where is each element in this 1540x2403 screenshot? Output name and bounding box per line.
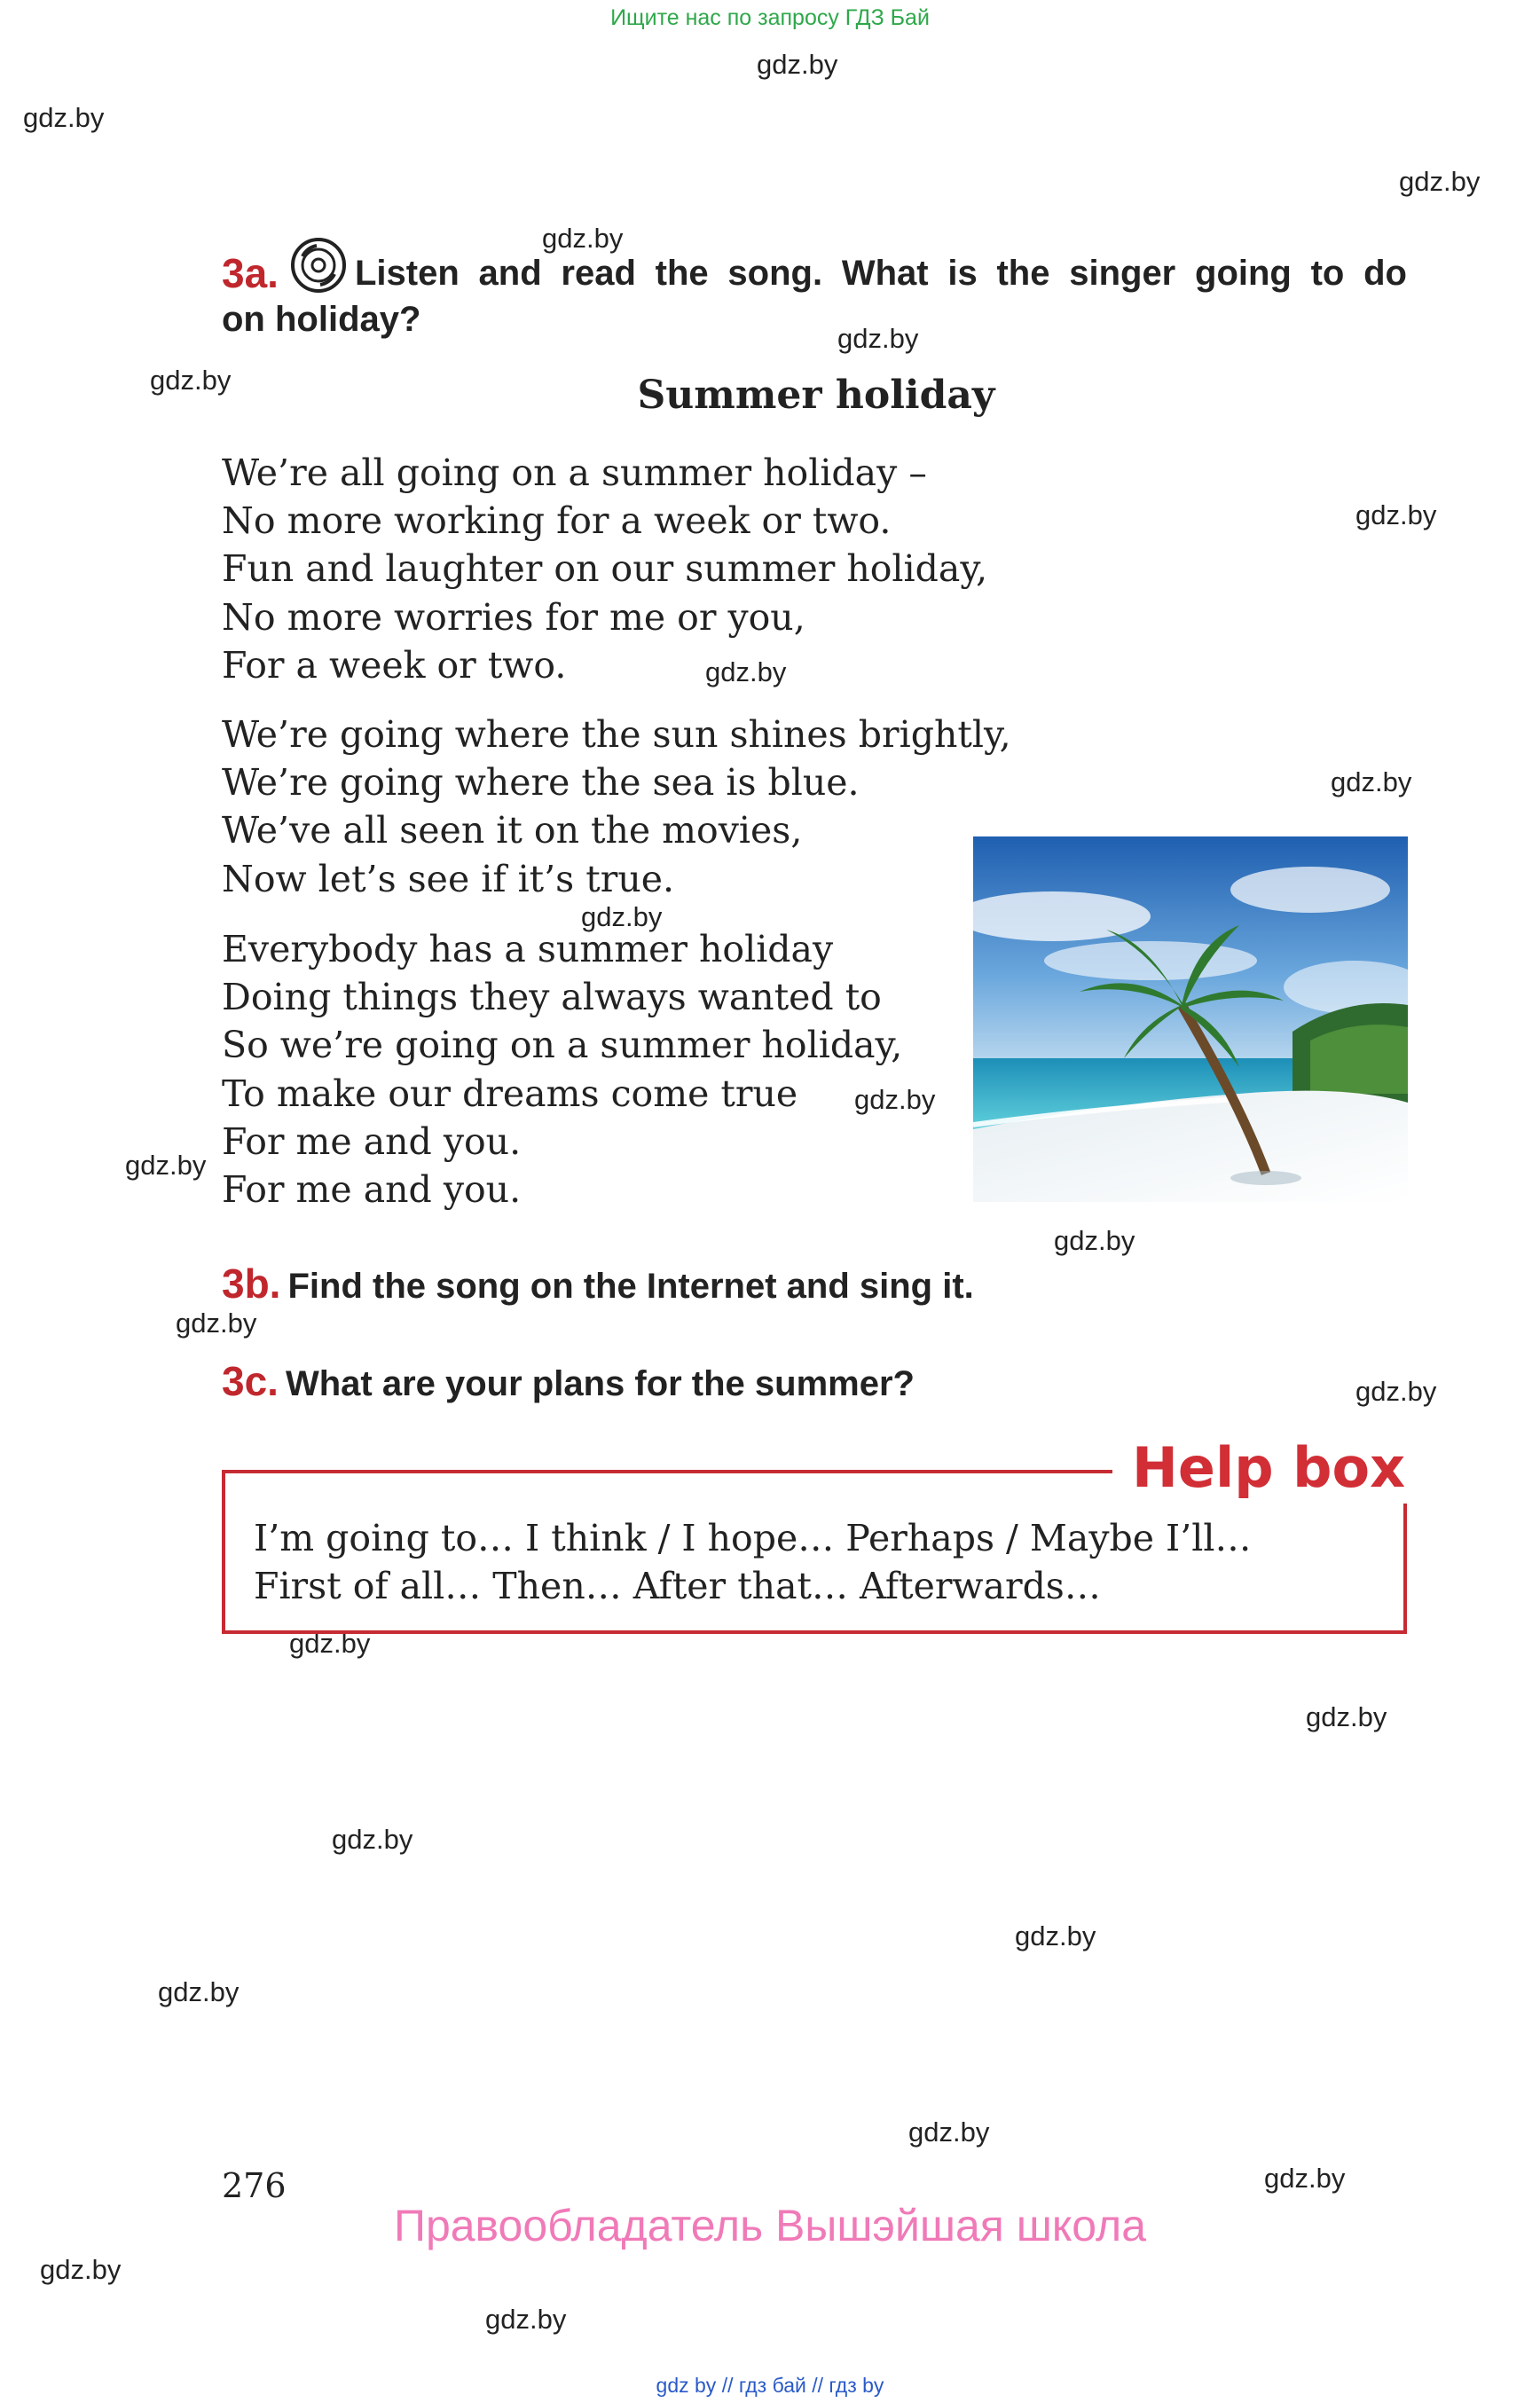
lyric-line: Doing things they always wanted to [222,976,882,1019]
lyric-line: For me and you. [222,1168,522,1212]
watermark: gdz.by [176,1308,257,1339]
lyric-line: So we’re going on a summer holiday, [222,1024,903,1067]
watermark: gdz.by [1015,1920,1096,1951]
task-3c-text: What are your plans for the summer? [285,1364,915,1403]
watermark: gdz.by [705,656,787,687]
lyric-line: We’re going where the sea is blue. [222,761,860,805]
lyric-line: No more working for a week or two. [222,499,892,543]
lyric-line: We’ve all seen it on the movies, [222,809,803,852]
lyric-line: Fun and laughter on our summer holiday, [222,547,988,591]
watermark: gdz.by [158,1976,240,2007]
help-box-line-1: I’m going to… I think / I hope… Perhaps / Maybe I’ll… [254,1517,1252,1559]
task-3b [222,1260,974,1308]
task-3c-number: 3c. [222,1358,279,1404]
watermark: gdz.by [542,223,624,254]
lyric-line: For a week or two. [222,643,567,687]
lyric-line: For me and you. [222,1119,522,1163]
help-box-title: Help box [1112,1433,1425,1504]
watermark: gdz.by [757,49,838,80]
watermark: gdz.by [837,323,919,354]
lyric-line: We’re all going on a summer holiday – [222,452,927,494]
lyric-line: Now let’s see if it’s true. [222,857,675,900]
watermark: gdz.by [125,1150,207,1181]
audio-cd-icon [290,237,347,294]
task-3a-text-line1: Listen and read the song. What is the singer going to do [355,254,1407,293]
footer-links[interactable]: gdz by // гдз бай // гдз by [656,2374,884,2397]
song-stanza-3 [222,925,902,1213]
help-box-line-2: First of all… Then… After that… Afterwards… [254,1565,1101,1607]
watermark: gdz.by [908,2116,990,2148]
song-stanza-2 [222,711,1011,903]
lyric-line: We’re going where the sun shines brightly, [222,713,1011,756]
rights-holder: Правообладатель Вышэйшая школа [394,2201,1146,2250]
watermark: gdz.by [40,2254,122,2285]
watermark: gdz.by [1306,1701,1387,1732]
watermark: gdz.by [332,1824,413,1855]
watermark: gdz.by [1355,499,1437,530]
watermark: gdz.by [1054,1225,1135,1256]
task-3a-text-line2: on holiday? [222,300,421,339]
beach-palm-photo [973,836,1408,1202]
top-banner: Ищите нас по запросу ГДЗ Бай [610,5,930,30]
task-3b-number: 3b. [222,1260,281,1307]
watermark: gdz.by [150,365,232,396]
task-3a-number: 3a. [222,250,279,296]
task-3c [222,1357,915,1405]
lyric-line: To make our dreams come true [222,1072,798,1115]
task-3b-text: Find the song on the Internet and sing it. [287,1267,974,1306]
task-3a-heading [222,249,286,297]
song-stanza-1 [222,449,987,689]
watermark: gdz.by [289,1628,371,1659]
watermark: gdz.by [581,901,663,932]
watermark: gdz.by [1355,1376,1437,1407]
lyric-line: No more worries for me or you, [222,595,805,639]
lyric-line: Everybody has a summer holiday [222,928,834,970]
watermark: gdz.by [485,2304,567,2335]
watermark: gdz.by [23,102,105,133]
watermark: gdz.by [854,1084,936,1115]
watermark: gdz.by [1399,166,1481,197]
page-number: 276 [222,2166,287,2205]
watermark: gdz.by [1264,2163,1346,2194]
watermark: gdz.by [1331,766,1412,797]
song-title: Summer holiday [637,373,995,418]
